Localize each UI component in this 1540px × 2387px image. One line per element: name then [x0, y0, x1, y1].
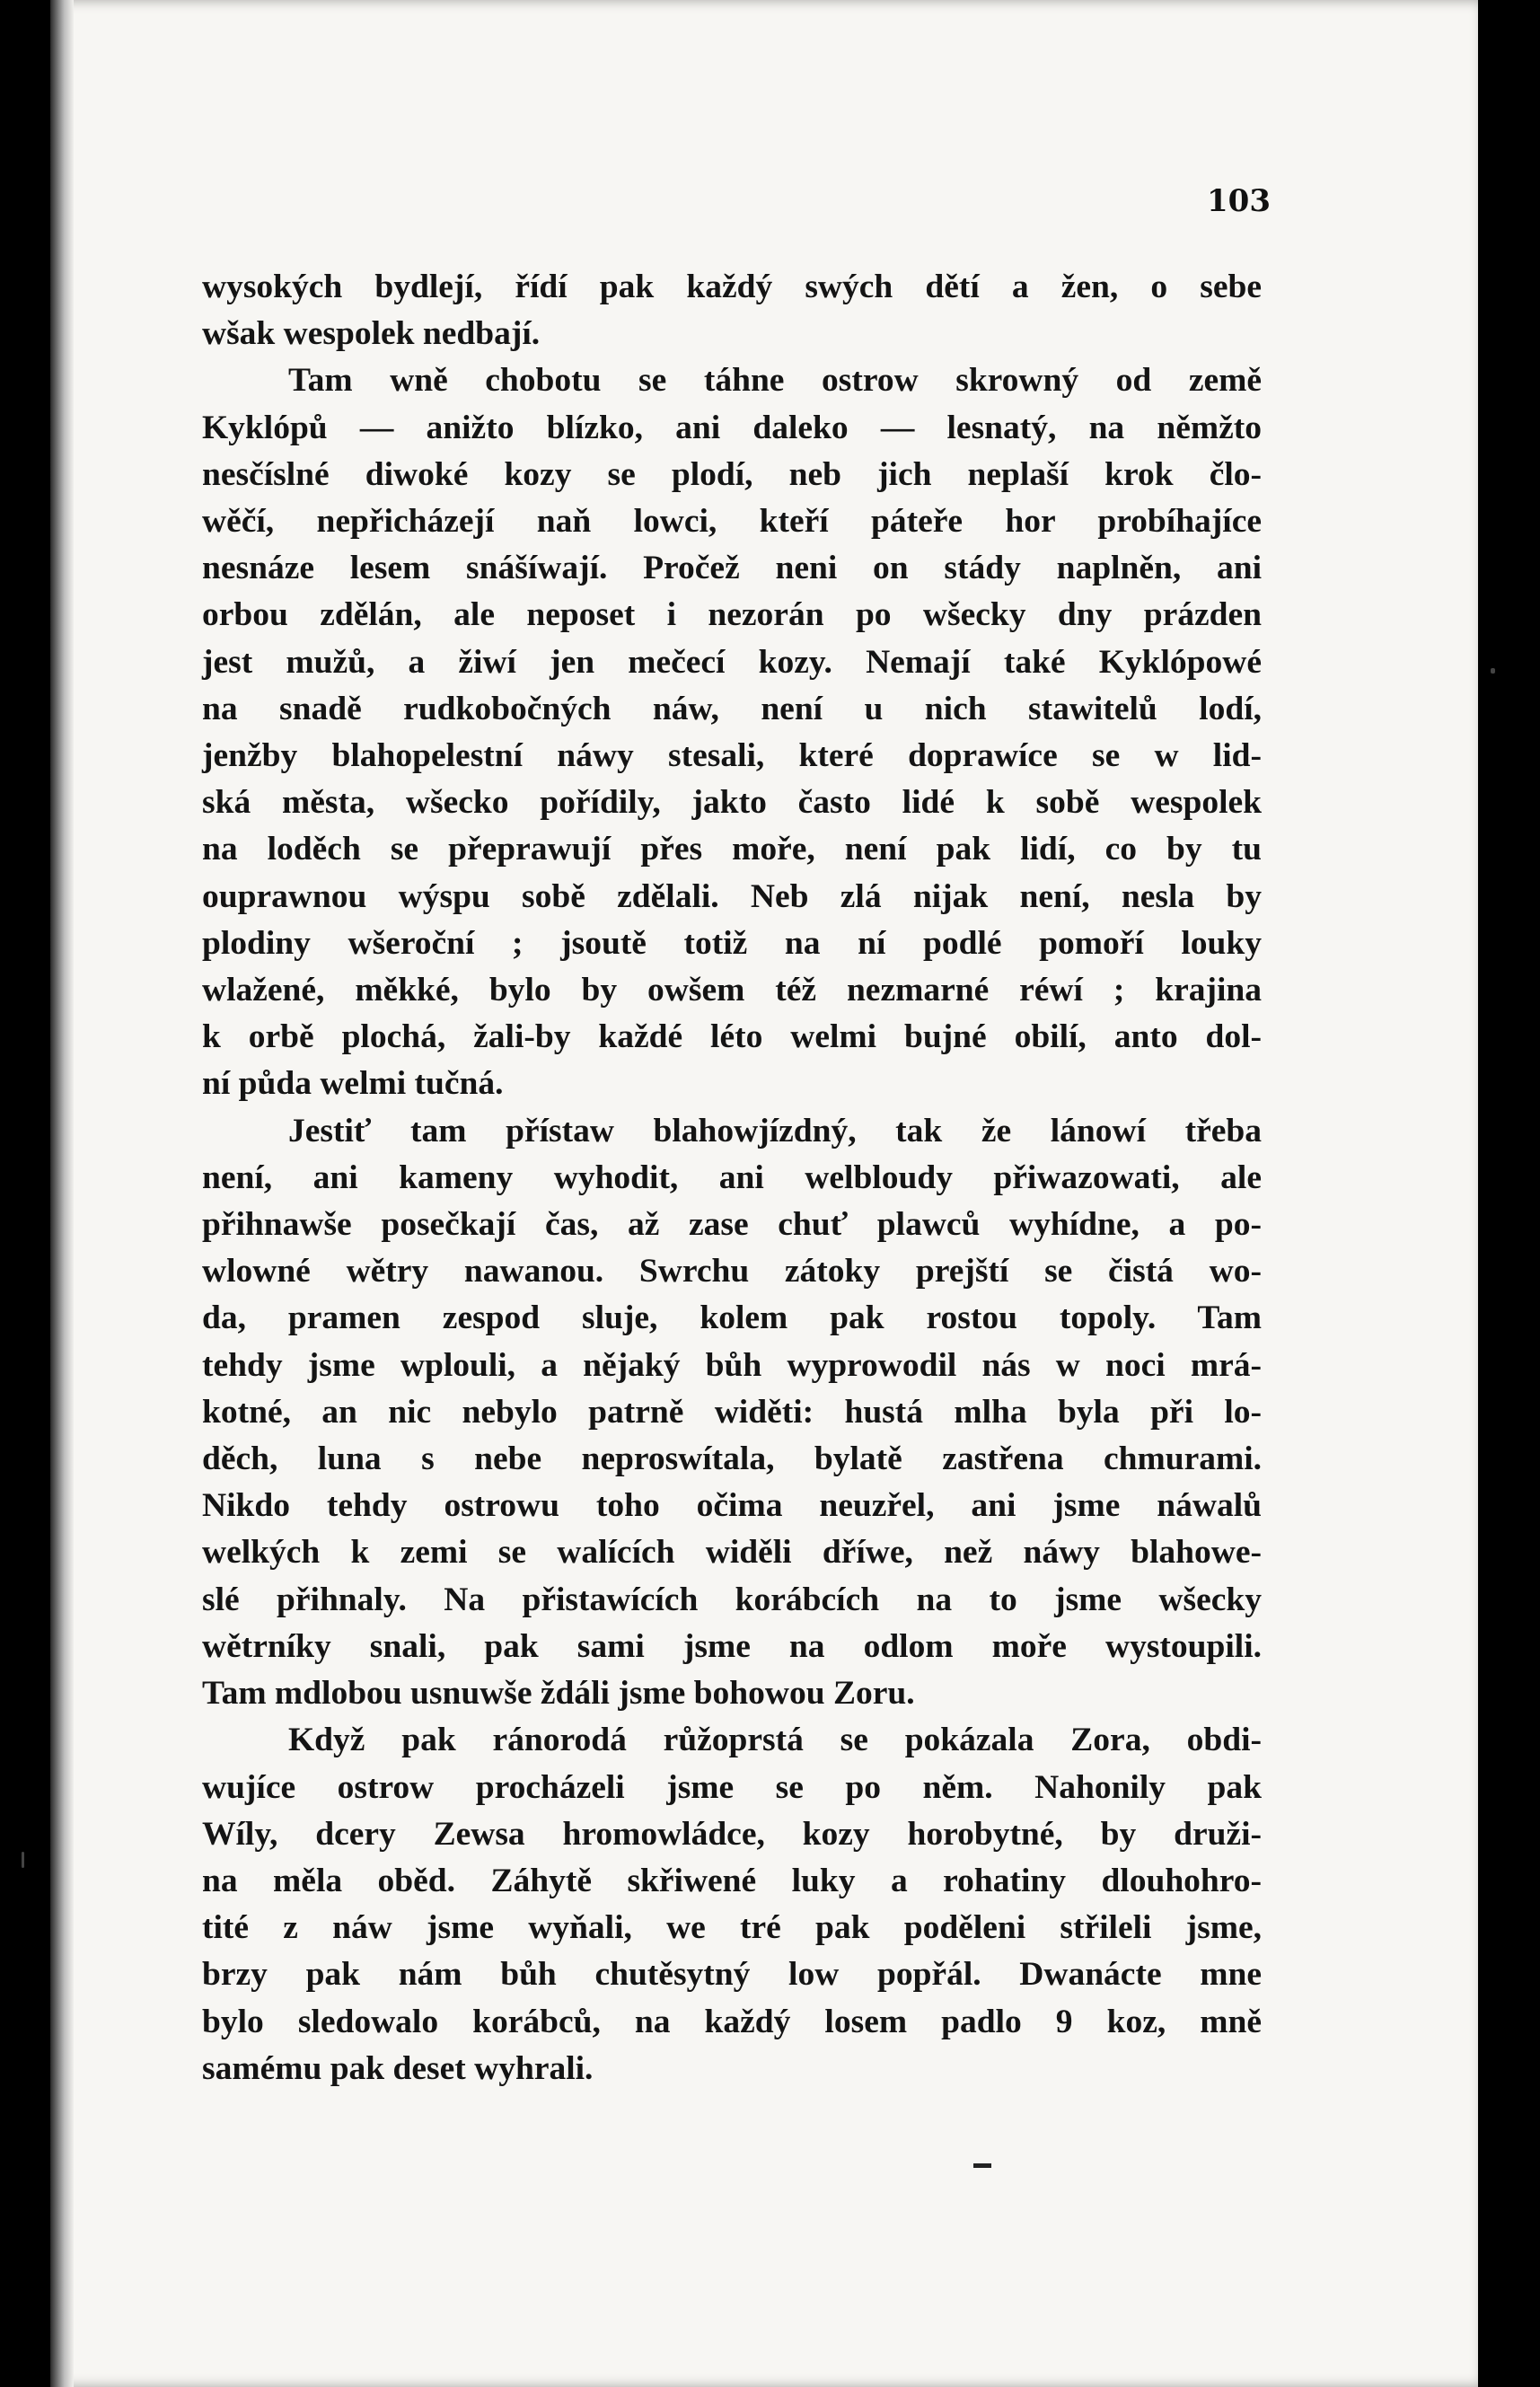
text-line: ní půda welmi tučná. — [202, 1065, 504, 1103]
text-line: děch, luna s nebe neproswítala, bylatě zastřena chmurami. — [202, 1440, 1262, 1478]
text-line: bylo sledowalo korábců, na každý losem padlo 9 koz, mně — [202, 2003, 1262, 2040]
text-line: Nikdo tehdy ostrowu toho očima neuzřel, ani jsme náwalů — [202, 1487, 1262, 1525]
text-line: brzy pak nám bůh chutěsytný low popřál. Dwanácte mne — [202, 1956, 1262, 1994]
text-line: jenžby blahopelestní náwy stesali, které doprawíce se w lid- — [202, 737, 1262, 775]
text-line: wlowné wětry nawanou. Swrchu zátoky prejští se čistá wo- — [202, 1253, 1262, 1290]
body-text — [202, 264, 1262, 2092]
ink-speck — [22, 1852, 24, 1868]
text-line: tité z náw jsme wyňali, we tré pak poděleni střileli jsme, — [202, 1909, 1262, 1947]
text-line: wěčí, nepřicházejí naň lowci, kteří páteře hor probíhajíce — [202, 503, 1262, 541]
text-line: samému pak deset wyhrali. — [202, 2049, 594, 2087]
text-line: wětrníky snali, pak sami jsme na odlom moře wystoupili. — [202, 1627, 1262, 1665]
text-line: k orbě plochá, žali-by každé léto welmi bujné obilí, anto dol- — [202, 1018, 1262, 1056]
text-line: ouprawnou wýspu sobě zdělali. Neb zlá nijak není, nesla by — [202, 877, 1262, 915]
text-line: da, pramen zespod sluje, kolem pak rostou topoly. Tam — [202, 1299, 1262, 1337]
text-line: na snadě rudkobočných náw, není u nich stawitelů lodí, — [202, 690, 1262, 727]
text-line: Kyklópů — anižto blízko, ani daleko — lesnatý, na němžto — [202, 409, 1262, 446]
page-number: 103 — [1207, 183, 1271, 219]
bottom-dash-mark — [973, 2163, 991, 2168]
text-line: na loděch se přeprawují přes moře, není pak lidí, co by tu — [202, 831, 1262, 868]
text-line: wysokých bydlejí, řídí pak každý swých dětí a žen, o sebe — [202, 269, 1262, 305]
text-line: nesčíslné diwoké kozy se plodí, neb jich neplaší krok člo- — [202, 455, 1262, 493]
text-line: tehdy jsme wplouli, a nějaký bůh wyprowodil nás w noci mrá- — [202, 1346, 1262, 1384]
text-line: orbou zdělán, ale neposet i nezorán po wšecky dny prázden — [202, 596, 1262, 634]
text-line: wujíce ostrow procházeli jsme se po něm. Nahonily pak — [202, 1768, 1262, 1806]
text-line: ská města, wšecko pořídily, jakto často lidé k sobě wespolek — [202, 784, 1262, 822]
text-line: na měla oběd. Záhytě skřiwené luky a rohatiny dlouhohro- — [202, 1862, 1262, 1899]
text-line: jest mužů, a žiwí jen mečecí kozy. Nemají také Kyklópowé — [202, 643, 1262, 681]
text-line: slé přihnaly. Na přistawících korábcích na to jsme wšecky — [202, 1581, 1262, 1618]
text-line: Wíly, dcery Zewsa hromowládce, kozy horobytné, by druži- — [202, 1815, 1262, 1853]
text-line: Tam mdlobou usnuwše ždáli jsme bohowou Zoru. — [202, 1675, 915, 1713]
text-line: Tam wně chobotu se táhne ostrow skrowný od země — [288, 362, 1262, 400]
text-line: wšak wespolek nedbají. — [202, 315, 541, 353]
text-line: plodiny wšeroční ; jsoutě totiž na ní podlé pomoří louky — [202, 924, 1262, 962]
text-line: Když pak ránorodá růžoprstá se pokázala Zora, obdi- — [288, 1722, 1262, 1759]
text-line: nesnáze lesem snášíwají. Pročež neni on stády naplněn, ani — [202, 550, 1262, 587]
text-line: není, ani kameny wyhodit, ani welbloudy přiwazowati, ale — [202, 1158, 1262, 1196]
text-line: kotné, an nic nebylo patrně widěti: hustá mlha byla při lo- — [202, 1393, 1262, 1431]
text-line: Jestiť tam přístaw blahowjízdný, tak že lánowí třeba — [288, 1112, 1262, 1149]
text-line: přihnawše posečkají čas, až zase chuť plawců wyhídne, a po- — [202, 1206, 1262, 1244]
text-line: welkých k zemi se walících widěli dříwe, než náwy blahowe- — [202, 1534, 1262, 1572]
ink-speck — [1491, 668, 1495, 674]
text-line: wlažené, měkké, bylo by owšem též nezmarné réwí ; krajina — [202, 972, 1262, 1009]
book-gutter — [50, 0, 74, 2387]
